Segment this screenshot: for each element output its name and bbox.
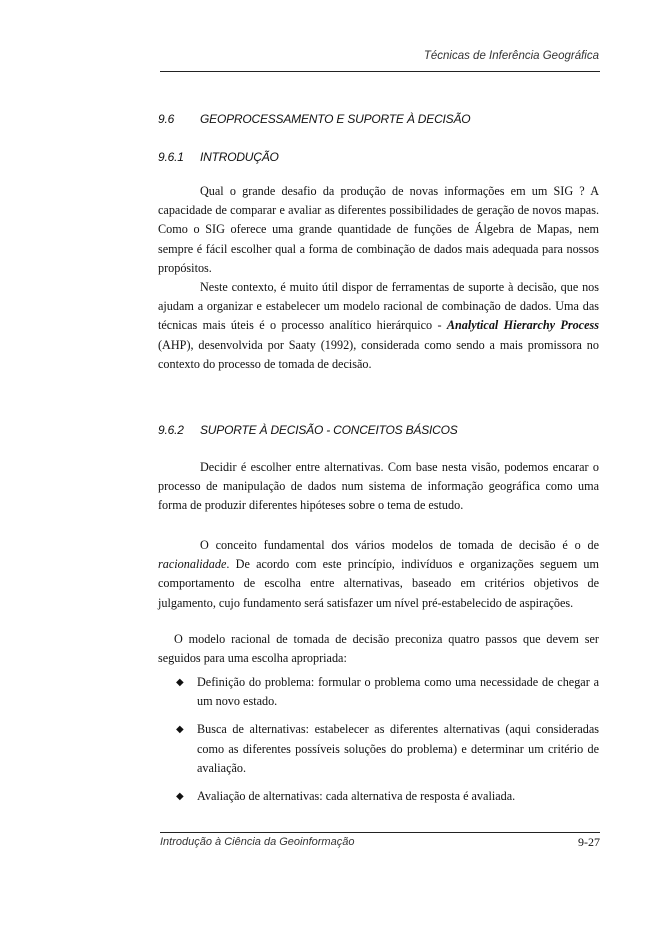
subsection-heading-basics [158, 423, 458, 437]
section-title: GEOPROCESSAMENTO E SUPORTE À DECISÃO [200, 112, 471, 126]
diamond-bullet-icon: ◆ [176, 791, 184, 803]
section-number: 9.6 [158, 112, 175, 126]
subsection-heading-intro [158, 150, 279, 164]
subsection-title: INTRODUÇÃO [200, 150, 279, 164]
list-item [158, 787, 599, 806]
basics-paragraph-2 [158, 536, 599, 613]
header-rule [160, 71, 600, 72]
basics-paragraph-1 [158, 458, 599, 516]
paragraph-text: O conceito fundamental dos vários modelos de tomada de decisão é o de [200, 538, 599, 552]
paragraph-text: O modelo racional de tomada de decisão preconiza quatro passos que devem ser seguidos para uma escolha apropriada: [158, 632, 599, 666]
diamond-bullet-icon: ◆ [176, 724, 184, 736]
steps-list [158, 673, 599, 815]
list-item-text: Avaliação de alternativas: cada alternativa de resposta é avaliada. [197, 789, 516, 804]
intro-paragraph-1 [158, 182, 599, 278]
emphasis-term: Analytical Hierarchy Process [446, 318, 599, 333]
paragraph-text: Decidir é escolher entre alternativas. Com base nesta visão, podemos encarar o processo de manipulação de dados num sistema de informação geográfica como uma forma de produzir diferentes hipóteses sobre o tema de estudo. [158, 460, 599, 513]
footer-book-title: Introdução à Ciência da Geoinformação [160, 836, 355, 848]
running-header-title: Técnicas de Inferência Geográfica [423, 50, 599, 62]
paragraph-text: (AHP), desenvolvida por Saaty (1992), considerada como sendo a mais promissora no contexto do processo de tomada de decisão. [158, 337, 599, 371]
paragraph-text: . De acordo com este princípio, indivíduos e organizações seguem um comportamento de escolha entre alternativas, baseado em critérios objetivos de julgamento, cujo fundamento será satisfazer um nível pré-estabelecido de aspirações. [158, 557, 599, 610]
list-item [158, 673, 599, 711]
diamond-bullet-icon: ◆ [176, 677, 184, 688]
footer-rule [160, 832, 600, 833]
subsection-title: SUPORTE À DECISÃO - CONCEITOS BÁSICOS [200, 423, 458, 437]
intro-paragraph-2 [158, 278, 599, 374]
list-item-text: Busca de alternativas: estabelecer as diferentes alternativas (aqui consideradas como as diferentes possíveis soluções do problema) e determinar um critério de avaliação. [197, 722, 599, 775]
subsection-number: 9.6.1 [158, 150, 184, 164]
paragraph-text: Qual o grande desafio da produção de novas informações em um SIG ? A capacidade de comparar e avaliar as diferentes possibilidades de geração de novos mapas. Como o SIG oferece uma grande quantidade de funções de Álgebra de Mapas, nem sempre é fácil escolher qual a forma de combinação de dados mais adequada para nossos propósitos. [158, 184, 599, 275]
section-heading [158, 112, 470, 126]
list-item-text: Definição do problema: formular o problema como uma necessidade de chegar a um novo estado. [197, 675, 599, 709]
paragraph-text: Neste contexto, é muito útil dispor de ferramentas de suporte à decisão, que nos ajudam a organizar e estabelecer um modelo racional de combinação de dados. Uma das técnicas mais úteis é o processo analítico hierárquico - [158, 280, 599, 333]
page-number: 9-27 [578, 835, 600, 849]
emphasis-term: racionalidade [158, 557, 227, 572]
basics-paragraph-3 [158, 630, 599, 668]
list-item [158, 720, 599, 778]
subsection-number: 9.6.2 [158, 423, 184, 437]
